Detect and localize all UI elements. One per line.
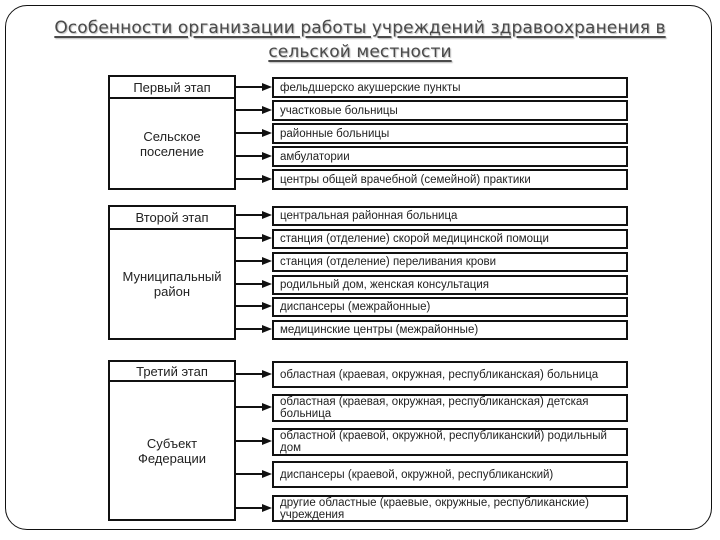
stage-1-box: [108, 75, 236, 190]
stage-2-level-line-2: район: [153, 284, 191, 299]
stage-3-level-line-2: Федерации: [137, 450, 207, 466]
arrow-icon: [236, 152, 272, 160]
stage-2-item: диспансеры (межрайонные): [272, 297, 628, 317]
stage-2-box: [108, 205, 236, 340]
stage-2-item: медицинские центры (межрайонные): [272, 320, 628, 340]
stage-1-item: участковые больницы: [272, 100, 628, 121]
arrow-icon: [236, 175, 272, 183]
stage-3-item: областной (краевой, окружной, республиканский) родильный дом: [272, 428, 628, 456]
arrow-icon: [236, 257, 272, 265]
stage-1-level-line-1: Сельское: [143, 128, 201, 144]
stage-2-item: родильный дом, женская консультация: [272, 275, 628, 295]
stage-2-level: [110, 230, 234, 338]
stage-1-level: [110, 99, 234, 188]
arrow-icon: [236, 211, 272, 219]
stage-3-level-line-1: Субъект: [146, 435, 198, 451]
arrow-icon: [236, 83, 272, 91]
arrow-icon: [236, 470, 272, 478]
slide-title-line-2: сельской местности: [268, 42, 452, 62]
stage-1-item: фельдшерско акушерские пункты: [272, 77, 628, 98]
stage-2-item: станция (отделение) скорой медицинской помощи: [272, 229, 628, 249]
stage-2-level-line-1: Муниципальный: [122, 269, 222, 284]
arrow-icon: [236, 280, 272, 288]
arrow-icon: [236, 437, 272, 445]
stage-2-item: станция (отделение) переливания крови: [272, 252, 628, 272]
stage-3-item: областная (краевая, окружная, республиканская) детская больница: [272, 394, 628, 422]
stage-3-header: Третий этап: [110, 362, 234, 382]
stage-3-item: диспансеры (краевой, окружной, республиканский): [272, 461, 628, 488]
arrow-icon: [236, 106, 272, 114]
stage-1-item: центры общей врачебной (семейной) практики: [272, 169, 628, 190]
stage-3-item: другие областные (краевые, окружные, республиканские) учреждения: [272, 495, 628, 522]
arrow-icon: [236, 129, 272, 137]
stage-3-item: областная (краевая, окружная, республиканская) больница: [272, 361, 628, 388]
arrow-icon: [236, 234, 272, 242]
arrow-icon: [236, 403, 272, 411]
arrow-icon: [236, 325, 272, 333]
slide-title-line-1: Особенности организации работы учреждений здравоохранения в: [54, 18, 666, 38]
arrow-icon: [236, 504, 272, 512]
arrow-icon: [236, 302, 272, 310]
stage-1-item: районные больницы: [272, 123, 628, 144]
stage-2-item: центральная районная больница: [272, 206, 628, 226]
stage-3-level: [110, 382, 234, 519]
stage-1-header: Первый этап: [110, 77, 234, 99]
stage-1-level-line-2: поселение: [139, 143, 205, 159]
stage-2-header: Второй этап: [110, 207, 234, 230]
stage-1-item: амбулатории: [272, 146, 628, 167]
arrow-icon: [236, 370, 272, 378]
stage-3-box: [108, 360, 236, 521]
